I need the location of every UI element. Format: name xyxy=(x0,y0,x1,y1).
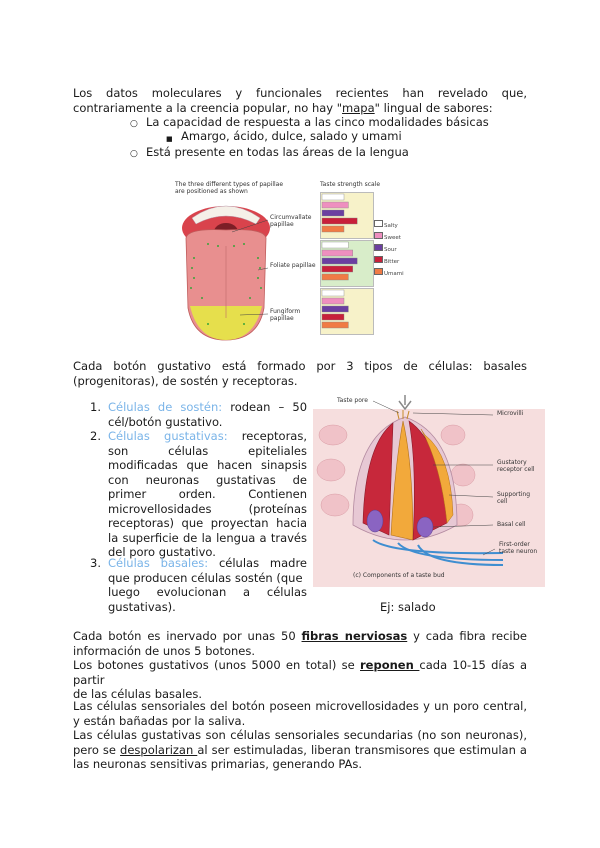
label-first-order-neuron: First-order taste neuron xyxy=(499,541,538,555)
bar-salty-1 xyxy=(322,194,344,200)
bar-bitter-2 xyxy=(322,266,353,272)
intro-sub-bullet-1: Amargo, ácido, dulce, salado y umami xyxy=(181,129,402,143)
intro-bullet-2: Está presente en todas las áreas de la lengua xyxy=(146,145,409,159)
legend-label-sour: Sour xyxy=(384,247,397,253)
mapa-link: mapa xyxy=(342,100,375,115)
list-item-3: Células basales: células madre que producen células sostén (que luego evolucionan a células gustativas). xyxy=(108,556,307,614)
despolarizan-link: despolarizan xyxy=(120,742,198,757)
legend-label-umami: Umami xyxy=(384,271,404,277)
bar-sweet-1 xyxy=(322,202,348,208)
taste-bud-caption: (c) Components of a taste bud xyxy=(353,572,445,579)
para-cells xyxy=(73,359,527,388)
bar-salty-2 xyxy=(322,242,348,248)
label-fungiform: Fungiform papillae xyxy=(270,308,301,322)
para-sensory-cells: Las células sensoriales del botón poseen microvellosidades y un poro central, y están bañadas por la saliva. Las células gustativas son células sensoriales secundarias (no son neuronas), pero se despolarizan al ser estimuladas, liberan transmisores que estimulan a las neuronas sensitivas primarias, generando PAs. xyxy=(73,699,527,771)
legend-swatch-bitter xyxy=(374,256,383,263)
bar-sweet-3 xyxy=(322,298,344,304)
tongue-figure-title: The three different types of papillae are positioned as shown xyxy=(175,181,284,195)
list-num-1: 1. xyxy=(90,400,101,414)
taste-scale-title: Taste strength scale xyxy=(320,181,381,188)
bar-umami-2 xyxy=(322,274,348,280)
bar-salty-3 xyxy=(322,290,344,296)
list-num-3: 3. xyxy=(90,556,101,570)
bullet-circle-icon: ○ xyxy=(130,149,138,159)
term-sosten: Células de sostén: xyxy=(108,400,223,414)
bar-umami-1 xyxy=(322,226,344,232)
example-caption: Ej: salado xyxy=(380,600,436,614)
label-taste-pore: Taste pore xyxy=(337,397,368,404)
bar-sour-2 xyxy=(322,258,357,264)
bullet-square-icon: ■ xyxy=(166,135,173,143)
label-basal-cell: Basal cell xyxy=(497,521,526,528)
label-gustatory-cell: Gustatory receptor cell xyxy=(497,459,535,473)
bar-bitter-3 xyxy=(322,314,344,320)
label-supporting-cell: Supporting cell xyxy=(497,491,530,505)
reponen-link: reponen xyxy=(360,658,420,672)
intro-line-2: contrariamente a la creencia popular, no hay "mapa" lingual de sabores: xyxy=(73,100,493,115)
taste-legend xyxy=(374,220,410,282)
label-circumvallate: Circumvallate papillae xyxy=(270,214,312,228)
legend-swatch-sour xyxy=(374,244,383,251)
list-item-1: Células de sostén: rodean – 50 cél/botón gustativo. xyxy=(108,400,308,429)
legend-label-salty: Salty xyxy=(384,223,398,229)
list-num-2: 2. xyxy=(90,429,101,443)
label-foliate: Foliate papillae xyxy=(270,262,316,269)
legend-label-sweet: Sweet xyxy=(384,235,401,241)
legend-swatch-sweet xyxy=(374,232,383,239)
bar-sour-1 xyxy=(322,210,344,216)
fibras-nerviosas-link: fibras nerviosas xyxy=(301,629,408,643)
bar-sweet-2 xyxy=(322,250,353,256)
basal-cell-left xyxy=(367,510,383,532)
bullet-circle-icon: ○ xyxy=(130,119,138,129)
para-cells-line-1: Cada botón gustativo está formado por 3 tipos de células: basales xyxy=(73,359,527,373)
legend-swatch-salty xyxy=(374,220,383,227)
term-gustativas: Células gustativas: xyxy=(108,429,228,443)
para-innervation: Cada botón es inervado por unas 50 fibras nerviosas y cada fibra recibe información de unos 5 botones. Los botones gustativos (unos 5000 en total) se reponen cada 10-15 días a partir de las células basales. xyxy=(73,629,527,701)
basal-cell-right xyxy=(417,517,433,537)
para-cells-line-2: (progenitoras), de sostén y receptoras. xyxy=(73,373,298,388)
intro-paragraph xyxy=(73,86,527,115)
taste-bud-figure xyxy=(313,395,545,587)
down-arrow-icon xyxy=(399,395,411,409)
legend-label-bitter: Bitter xyxy=(384,259,400,265)
bar-umami-3 xyxy=(322,322,348,328)
term-basales: Células basales: xyxy=(108,556,209,570)
intro-bullet-1: La capacidad de respuesta a las cinco modalidades básicas xyxy=(146,115,489,129)
legend-swatch-umami xyxy=(374,268,383,275)
tongue-figure xyxy=(170,180,410,340)
bar-sour-3 xyxy=(322,306,348,312)
bar-bitter-1 xyxy=(322,218,357,224)
label-microvilli: Microvilli xyxy=(497,410,524,417)
list-item-2: Células gustativas: receptoras, son células epiteliales modificadas que hacen sinapsis con neuronas gustativas de primer orden. Contienen microvellosidades (proteínas receptoras) que proyectan hacia la superficie de la lengua a través del poro gustativo. xyxy=(108,429,307,559)
intro-line-1: Los datos moleculares y funcionales recientes han revelado que, xyxy=(73,86,527,100)
